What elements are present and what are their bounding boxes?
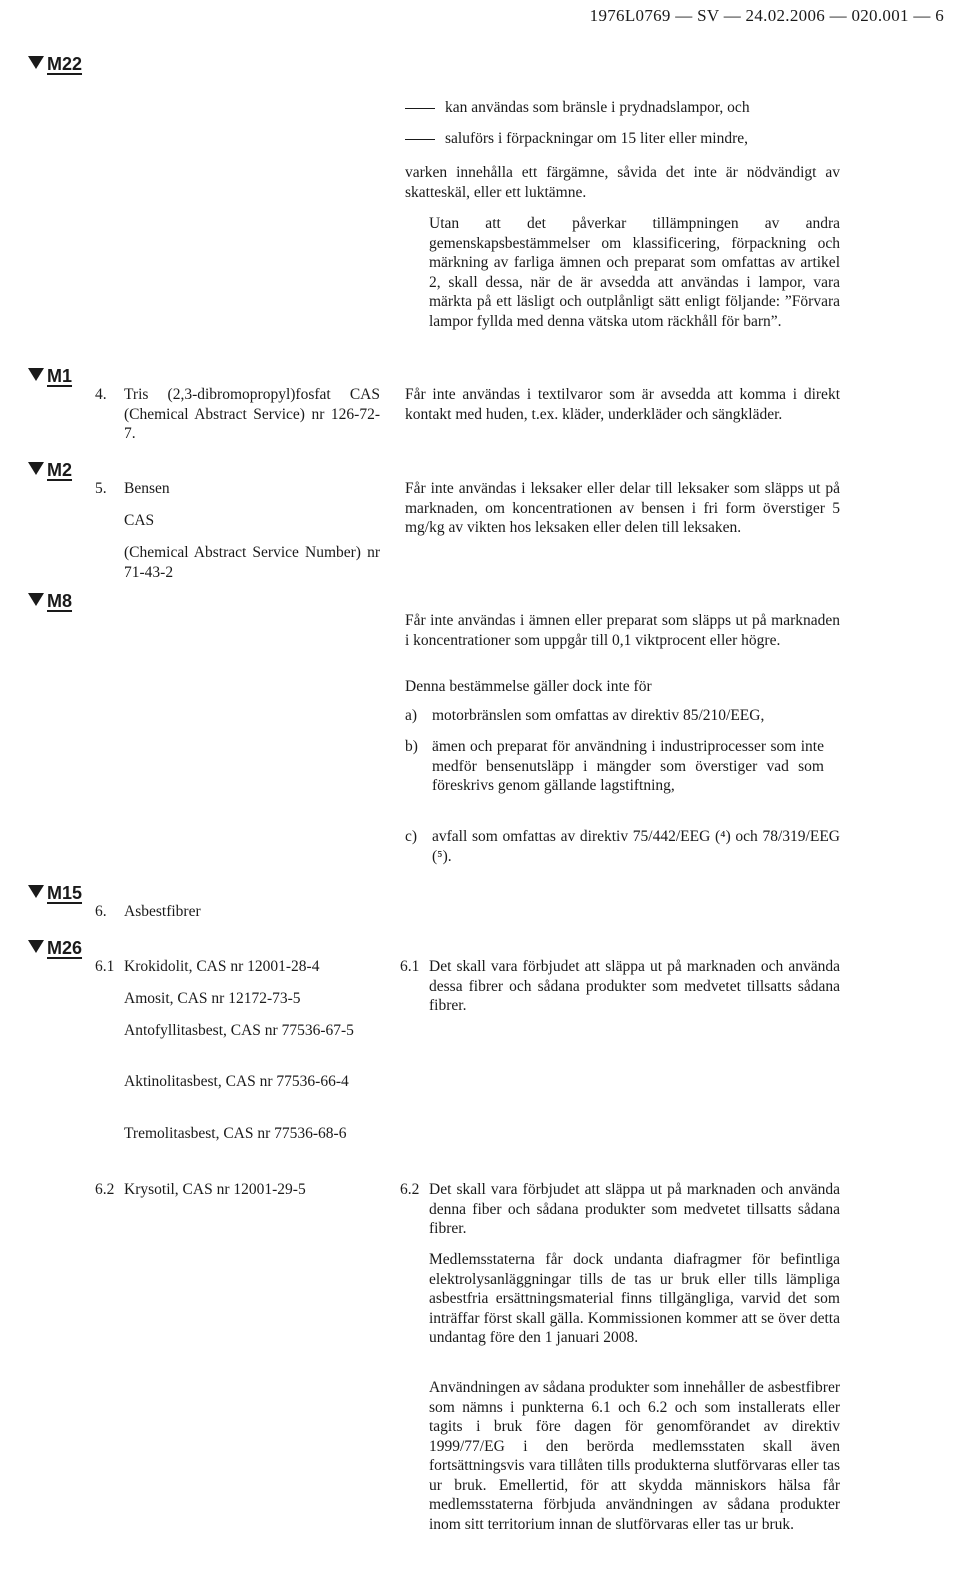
amendment-marker-m22[interactable] [28,54,82,75]
triangle-down-icon [28,885,44,898]
amendment-marker-m26[interactable] [28,938,82,959]
substance-name: Asbestfibrer [124,903,201,920]
list-text: ämen och preparat för användning i industriprocesser som inte medför bensenutsläpp i mängder som överstiger vad som föreskrivs genom gällande lagstiftning, [432,738,824,794]
marker-code: M15 [47,883,83,903]
marker-code: M26 [47,938,83,958]
sub-item-number: 6.1 [95,958,115,975]
list-item [405,827,840,866]
dash-item-text: saluförs i förpackningar om 15 liter eller mindre, [445,130,749,147]
substance-name: Aktinolitasbest, CAS nr 77536-66-4 [124,1073,349,1090]
list-text: motorbränslen som omfattas av direktiv 85/210/EEG, [432,707,765,724]
dash-item-text: kan användas som bränsle i prydnadslampor, och [445,99,750,116]
list-item [405,737,840,796]
sub-item-number: 6.1 [400,958,420,975]
substance-name: Bensen [124,480,170,497]
list-text: avfall som omfattas av direktiv 75/442/EEG (⁴) och 78/319/EEG (⁵). [432,828,840,865]
item-number: 4. [95,386,107,403]
marker-code: M1 [47,366,73,386]
marker-code: M8 [47,591,73,611]
marker-code: M2 [47,460,73,480]
amendment-marker-m8[interactable] [28,591,72,612]
substance-name: Tremolitasbest, CAS nr 77536-68-6 [124,1125,347,1142]
substance-name: Krysotil, CAS nr 12001-29-5 [124,1181,306,1198]
restriction-text: Användningen av sådana produkter som innehåller de asbestfibrer som nämns i punkterna 6.1 och 6.2 och som installerats eller tagits i bruk före dagen för genomförandet av direktiv 1999/77/EG i den berörda medlemsstaten skall även fortsättningsvis vara tillåten tills produkterna slutförvaras eller tas ur bruk. Emellertid, för att skydda människors hälsa får medlemsstaterna förbjuda användningen av sådana produkter inom sitt territorium innan de slutförvaras eller tas ur bruk. [429,1379,840,1533]
list-item [405,706,840,726]
sub-item-number: 6.2 [400,1181,420,1198]
restriction-text: Det skall vara förbjudet att släppa ut på marknaden och använda dessa fibrer och sådana produkter som medvetet tillsatts sådana fibrer. [429,958,840,1014]
substance-name: Tris (2,3-dibromopropyl)fosfat CAS (Chemical Abstract Service) nr 126-72-7. [124,386,380,442]
triangle-down-icon [28,368,44,381]
restriction-text: Det skall vara förbjudet att släppa ut på marknaden och använda denna fiber och sådana produkter som medvetet tillsatts sådana fibrer. [429,1181,840,1237]
substance-name: Amosit, CAS nr 12172-73-5 [124,990,301,1007]
substance-name: Antofyllitasbest, CAS nr 77536-67-5 [124,1022,354,1039]
restriction-text: Får inte användas i leksaker eller delar till leksaker som släpps ut på marknaden, om koncentrationen av bensen i fri form överstiger 5 mg/kg av vikten hos leksaken eller delen till leksaken. [405,480,840,536]
triangle-down-icon [28,56,44,69]
item-number: 6. [95,903,107,920]
dash-item [405,129,840,149]
restriction-text: Denna bestämmelse gäller dock inte för [405,678,652,695]
substance-name: Krokidolit, CAS nr 12001-28-4 [124,958,320,975]
em-dash [405,108,435,118]
sub-item-number: 6.2 [95,1181,115,1198]
restriction-text: Får inte användas i textilvaror som är avsedda att komma i direkt kontakt med huden, t.ex. kläder, underkläder och sängkläder. [405,386,840,423]
restriction-text: Får inte användas i ämnen eller preparat som släpps ut på marknaden i koncentrationer som uppgår till 0,1 viktprocent eller högre. [405,612,840,649]
amendment-marker-m1[interactable] [28,366,72,387]
marker-code: M22 [47,54,83,74]
running-header: 1976L0769 — SV — 24.02.2006 — 020.001 — 6 [589,6,944,25]
cas-label: CAS [124,512,155,529]
em-dash [405,139,435,149]
dash-item [405,98,840,118]
restriction-text: Medlemsstaterna får dock undanta diafragmer för befintliga elektrolysanläggningar tills de tas ur bruk eller tills lämpliga asbestfria ersättningsmaterial finns tillgängliga, varvid det som inträffar först skall gälla. Kommissionen kommer att se över detta undantag före den 1 januari 2008. [429,1251,840,1346]
paragraph: Utan att det påverkar tillämpningen av andra gemenskapsbestämmelser om klassificering, förpackning och märkning av farliga ämnen och preparat som omfattas av artikel 2, skall dessa, när de är avsedda att användas i lampor, vara märkta på ett läsligt och outplånligt sätt enligt följande: ”Förvara lampor fyllda med denna vätska utom räckhåll för barn”. [429,215,840,330]
list-label: a) [405,707,418,724]
triangle-down-icon [28,593,44,606]
item-number: 5. [95,480,107,497]
amendment-marker-m15[interactable] [28,883,82,904]
list-label: c) [405,828,418,845]
amendment-marker-m2[interactable] [28,460,72,481]
triangle-down-icon [28,940,44,953]
triangle-down-icon [28,462,44,475]
cas-full: (Chemical Abstract Service Number) nr 71-43-2 [124,544,380,581]
list-label: b) [405,738,418,755]
paragraph: varken innehålla ett färgämne, såvida det inte är nödvändigt av skatteskäl, eller ett luktämne. [405,164,840,201]
